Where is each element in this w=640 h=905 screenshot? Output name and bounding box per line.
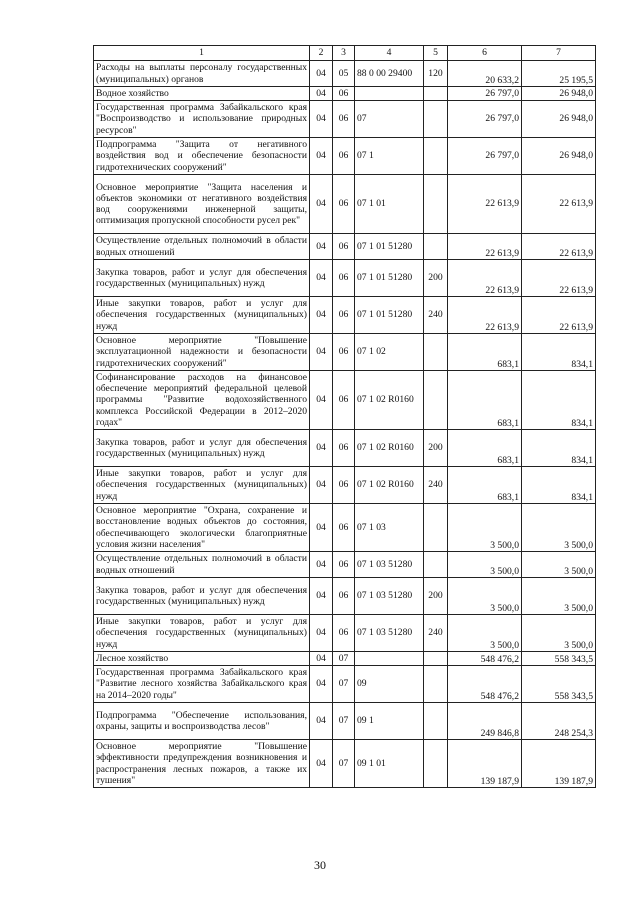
row-name-cell: Основное мероприятие "Повышение эксплуатационной надежности и безопасности гидротехнических сооружений" — [94, 334, 310, 371]
table-row — [94, 371, 596, 430]
expense-type-cell — [424, 138, 448, 175]
section-code-cell: 04 — [310, 430, 333, 467]
expense-type-cell — [424, 703, 448, 740]
target-article-cell: 07 1 03 51280 — [355, 552, 424, 578]
table-row — [94, 467, 596, 504]
amount-year1-cell: 22 613,9 — [448, 175, 522, 234]
subsection-code-cell: 06 — [333, 260, 355, 297]
amount-year1-cell: 548 476,2 — [448, 652, 522, 666]
subsection-code-cell: 06 — [333, 615, 355, 652]
table-row — [94, 615, 596, 652]
header-cell: 6 — [448, 46, 522, 61]
target-article-cell: 09 1 01 — [355, 740, 424, 788]
table-row — [94, 430, 596, 467]
target-article-cell: 09 — [355, 666, 424, 703]
table-row — [94, 87, 596, 101]
subsection-code-cell: 06 — [333, 138, 355, 175]
target-article-cell: 09 1 — [355, 703, 424, 740]
subsection-code-cell: 06 — [333, 371, 355, 430]
amount-year2-cell: 3 500,0 — [522, 615, 596, 652]
row-name-cell: Осуществление отдельных полномочий в области водных отношений — [94, 552, 310, 578]
table-row — [94, 234, 596, 260]
row-name-cell: Закупка товаров, работ и услуг для обеспечения государственных (муниципальных) нужд — [94, 260, 310, 297]
amount-year2-cell: 26 948,0 — [522, 138, 596, 175]
amount-year1-cell: 3 500,0 — [448, 615, 522, 652]
amount-year2-cell: 834,1 — [522, 334, 596, 371]
section-code-cell: 04 — [310, 467, 333, 504]
section-code-cell: 04 — [310, 260, 333, 297]
target-article-cell: 07 1 02 — [355, 334, 424, 371]
target-article-cell: 07 1 01 51280 — [355, 234, 424, 260]
row-name-cell: Основное мероприятие "Повышение эффективности предупреждения возникновения и распространения лесных пожаров, а также их тушения" — [94, 740, 310, 788]
subsection-code-cell: 06 — [333, 467, 355, 504]
section-code-cell: 04 — [310, 87, 333, 101]
row-name-cell: Подпрограмма "Защита от негативного воздействия вод и обеспечение безопасности гидротехнических сооружений" — [94, 138, 310, 175]
amount-year1-cell: 3 500,0 — [448, 504, 522, 552]
budget-table — [93, 45, 596, 788]
target-article-cell: 07 1 01 — [355, 175, 424, 234]
amount-year2-cell: 22 613,9 — [522, 260, 596, 297]
amount-year1-cell: 139 187,9 — [448, 740, 522, 788]
subsection-code-cell: 06 — [333, 430, 355, 467]
header-cell: 3 — [333, 46, 355, 61]
target-article-cell — [355, 652, 424, 666]
amount-year2-cell: 3 500,0 — [522, 552, 596, 578]
amount-year2-cell: 25 195,5 — [522, 61, 596, 87]
row-name-cell: Иные закупки товаров, работ и услуг для обеспечения государственных (муниципальных) нужд — [94, 467, 310, 504]
subsection-code-cell: 06 — [333, 334, 355, 371]
section-code-cell: 04 — [310, 703, 333, 740]
amount-year1-cell: 3 500,0 — [448, 552, 522, 578]
page-number: 30 — [314, 858, 326, 872]
table-row — [94, 703, 596, 740]
target-article-cell: 07 1 01 51280 — [355, 260, 424, 297]
row-name-cell: Расходы на выплаты персоналу государственных (муниципальных) органов — [94, 61, 310, 87]
expense-type-cell — [424, 504, 448, 552]
row-name-cell: Лесное хозяйство — [94, 652, 310, 666]
target-article-cell: 88 0 00 29400 — [355, 61, 424, 87]
target-article-cell: 07 1 02 R0160 — [355, 430, 424, 467]
table-row — [94, 101, 596, 138]
expense-type-cell — [424, 666, 448, 703]
amount-year1-cell: 26 797,0 — [448, 101, 522, 138]
amount-year1-cell: 249 846,8 — [448, 703, 522, 740]
amount-year2-cell: 26 948,0 — [522, 101, 596, 138]
target-article-cell — [355, 87, 424, 101]
amount-year2-cell: 3 500,0 — [522, 504, 596, 552]
subsection-code-cell: 05 — [333, 61, 355, 87]
amount-year2-cell: 834,1 — [522, 430, 596, 467]
target-article-cell: 07 1 03 51280 — [355, 578, 424, 615]
table-row — [94, 666, 596, 703]
header-cell: 7 — [522, 46, 596, 61]
row-name-cell: Водное хозяйство — [94, 87, 310, 101]
row-name-cell: Софинансирование расходов на финансовое обеспечение мероприятий федеральной целевой программы "Развитие водохозяйственного комплекса Российской Федерации в 2012–2020 годах" — [94, 371, 310, 430]
expense-type-cell — [424, 552, 448, 578]
row-name-cell: Основное мероприятие "Охрана, сохранение и восстановление водных объектов до состояния, обеспечивающего экологически благоприятные условия жизни населения" — [94, 504, 310, 552]
subsection-code-cell: 07 — [333, 652, 355, 666]
section-code-cell: 04 — [310, 138, 333, 175]
subsection-code-cell: 06 — [333, 175, 355, 234]
header-cell: 4 — [355, 46, 424, 61]
expense-type-cell — [424, 740, 448, 788]
table-row — [94, 138, 596, 175]
row-name-cell: Закупка товаров, работ и услуг для обеспечения государственных (муниципальных) нужд — [94, 578, 310, 615]
subsection-code-cell: 06 — [333, 552, 355, 578]
header-cell: 2 — [310, 46, 333, 61]
header-cell: 1 — [94, 46, 310, 61]
expense-type-cell — [424, 334, 448, 371]
table-row — [94, 504, 596, 552]
row-name-cell: Закупка товаров, работ и услуг для обеспечения государственных (муниципальных) нужд — [94, 430, 310, 467]
amount-year1-cell: 22 613,9 — [448, 260, 522, 297]
table-row — [94, 175, 596, 234]
section-code-cell: 04 — [310, 504, 333, 552]
target-article-cell: 07 1 03 51280 — [355, 615, 424, 652]
target-article-cell: 07 1 02 R0160 — [355, 467, 424, 504]
subsection-code-cell: 06 — [333, 87, 355, 101]
expense-type-cell: 200 — [424, 260, 448, 297]
amount-year2-cell: 558 343,5 — [522, 666, 596, 703]
amount-year2-cell: 834,1 — [522, 467, 596, 504]
subsection-code-cell: 06 — [333, 578, 355, 615]
target-article-cell: 07 1 03 — [355, 504, 424, 552]
target-article-cell: 07 1 — [355, 138, 424, 175]
section-code-cell: 04 — [310, 552, 333, 578]
amount-year2-cell: 22 613,9 — [522, 175, 596, 234]
subsection-code-cell: 07 — [333, 740, 355, 788]
section-code-cell: 04 — [310, 234, 333, 260]
table-row — [94, 740, 596, 788]
row-name-cell: Государственная программа Забайкальского края "Воспроизводство и использование природных ресурсов" — [94, 101, 310, 138]
section-code-cell: 04 — [310, 740, 333, 788]
section-code-cell: 04 — [310, 666, 333, 703]
section-code-cell: 04 — [310, 334, 333, 371]
row-name-cell: Государственная программа Забайкальского края "Развитие лесного хозяйства Забайкальского края на 2014–2020 годы" — [94, 666, 310, 703]
amount-year1-cell: 683,1 — [448, 430, 522, 467]
amount-year2-cell: 3 500,0 — [522, 578, 596, 615]
amount-year1-cell: 22 613,9 — [448, 234, 522, 260]
amount-year1-cell: 683,1 — [448, 334, 522, 371]
table-row — [94, 334, 596, 371]
expense-type-cell: 240 — [424, 615, 448, 652]
expense-type-cell: 240 — [424, 297, 448, 334]
row-name-cell: Иные закупки товаров, работ и услуг для обеспечения государственных (муниципальных) нужд — [94, 615, 310, 652]
target-article-cell: 07 — [355, 101, 424, 138]
amount-year1-cell: 3 500,0 — [448, 578, 522, 615]
expense-type-cell: 240 — [424, 467, 448, 504]
subsection-code-cell: 06 — [333, 101, 355, 138]
amount-year1-cell: 22 613,9 — [448, 297, 522, 334]
section-code-cell: 04 — [310, 101, 333, 138]
expense-type-cell — [424, 652, 448, 666]
amount-year1-cell: 26 797,0 — [448, 87, 522, 101]
amount-year1-cell: 26 797,0 — [448, 138, 522, 175]
section-code-cell: 04 — [310, 615, 333, 652]
table-row — [94, 297, 596, 334]
row-name-cell: Основное мероприятие "Защита населения и объектов экономики от негативного воздействия вод сооружениями инженерной защиты, оптимизация пропускной способности русел рек" — [94, 175, 310, 234]
subsection-code-cell: 06 — [333, 297, 355, 334]
section-code-cell: 04 — [310, 371, 333, 430]
table-row — [94, 578, 596, 615]
amount-year1-cell: 683,1 — [448, 467, 522, 504]
section-code-cell: 04 — [310, 578, 333, 615]
amount-year2-cell: 558 343,5 — [522, 652, 596, 666]
amount-year2-cell: 834,1 — [522, 371, 596, 430]
amount-year2-cell: 26 948,0 — [522, 87, 596, 101]
table-row — [94, 61, 596, 87]
amount-year1-cell: 20 633,2 — [448, 61, 522, 87]
expense-type-cell: 200 — [424, 578, 448, 615]
section-code-cell: 04 — [310, 61, 333, 87]
section-code-cell: 04 — [310, 297, 333, 334]
header-cell: 5 — [424, 46, 448, 61]
subsection-code-cell: 06 — [333, 234, 355, 260]
expense-type-cell — [424, 371, 448, 430]
table-row — [94, 260, 596, 297]
amount-year2-cell: 139 187,9 — [522, 740, 596, 788]
amount-year1-cell: 548 476,2 — [448, 666, 522, 703]
row-name-cell: Иные закупки товаров, работ и услуг для обеспечения государственных (муниципальных) нужд — [94, 297, 310, 334]
amount-year2-cell: 22 613,9 — [522, 234, 596, 260]
expense-type-cell — [424, 101, 448, 138]
subsection-code-cell: 07 — [333, 666, 355, 703]
row-name-cell: Подпрограмма "Обеспечение использования, охраны, защиты и воспроизводства лесов" — [94, 703, 310, 740]
subsection-code-cell: 06 — [333, 504, 355, 552]
expense-type-cell — [424, 87, 448, 101]
row-name-cell: Осуществление отдельных полномочий в области водных отношений — [94, 234, 310, 260]
target-article-cell: 07 1 02 R0160 — [355, 371, 424, 430]
expense-type-cell: 200 — [424, 430, 448, 467]
target-article-cell: 07 1 01 51280 — [355, 297, 424, 334]
section-code-cell: 04 — [310, 652, 333, 666]
amount-year1-cell: 683,1 — [448, 371, 522, 430]
expense-type-cell: 120 — [424, 61, 448, 87]
table-row — [94, 552, 596, 578]
section-code-cell: 04 — [310, 175, 333, 234]
header-row — [94, 46, 596, 61]
amount-year2-cell: 22 613,9 — [522, 297, 596, 334]
expense-type-cell — [424, 234, 448, 260]
subsection-code-cell: 07 — [333, 703, 355, 740]
expense-type-cell — [424, 175, 448, 234]
amount-year2-cell: 248 254,3 — [522, 703, 596, 740]
table-row — [94, 652, 596, 666]
